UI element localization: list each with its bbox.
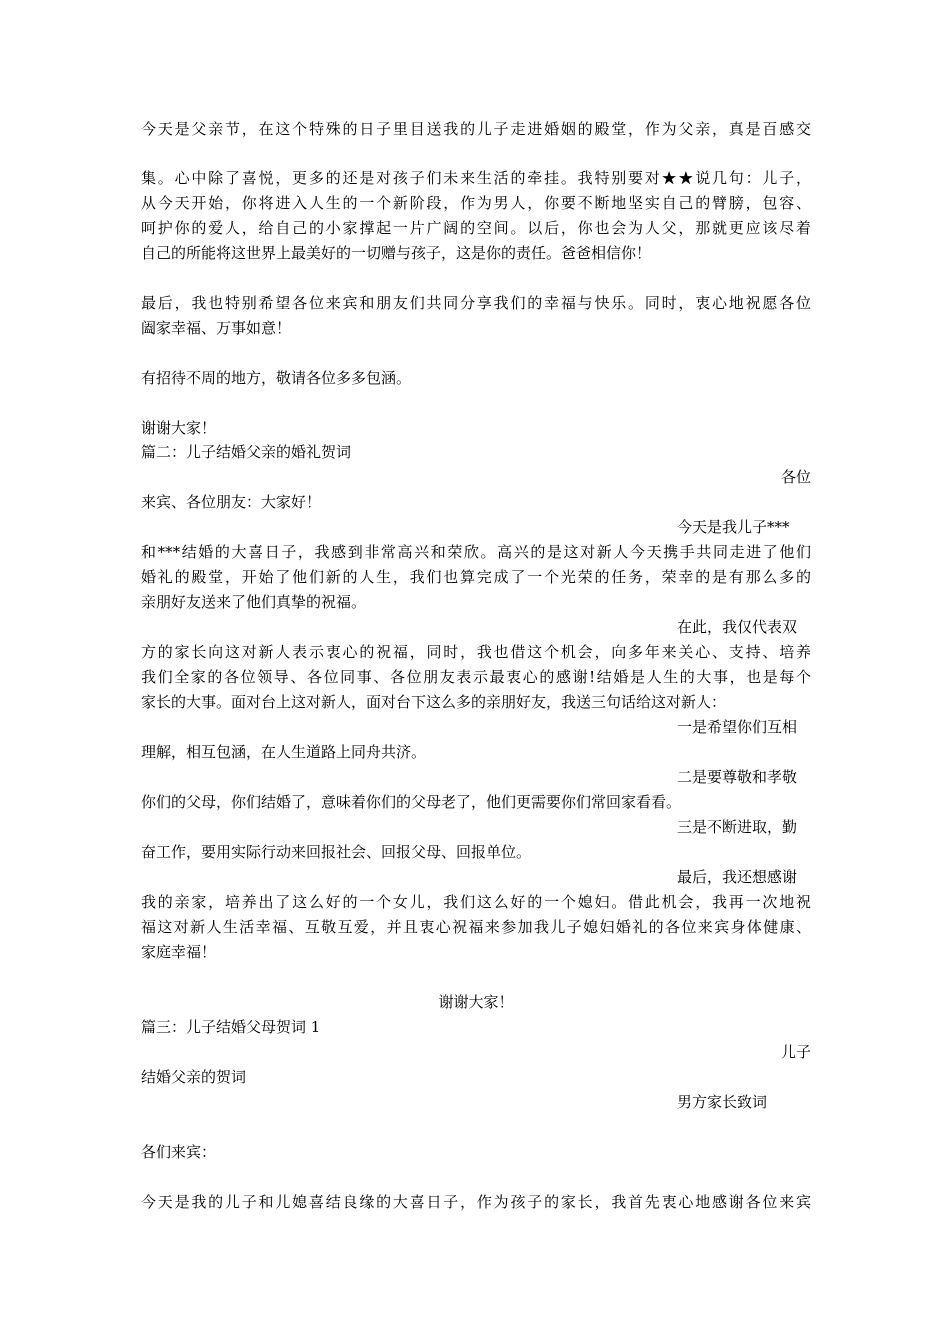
section-heading: 篇三：儿子结婚父母贺词 1 bbox=[141, 1018, 321, 1036]
text-line: 儿子 bbox=[780, 1043, 811, 1061]
text-line: 二是要尊敬和孝敬 bbox=[677, 768, 798, 786]
text-line: 奋工作，要用实际行动来回报社会、回报父母、回报单位。 bbox=[141, 843, 532, 861]
text-line: 今天是父亲节，在这个特殊的日子里目送我的儿子走进婚姻的殿堂，作为父亲，真是百感交 bbox=[141, 120, 811, 138]
text-line: 最后，我还想感谢 bbox=[677, 868, 798, 886]
text-line: 一是希望你们互相 bbox=[677, 718, 798, 736]
text-line: 和***结婚的大喜日子，我感到非常高兴和荣欣。高兴的是这对新人今天携手共同走进了他们 bbox=[141, 543, 811, 561]
text-line: 亲朋好友送来了他们真挚的祝福。 bbox=[141, 593, 367, 611]
text-line: 最后，我也特别希望各位来宾和朋友们共同分享我们的幸福与快乐。同时，衷心地祝愿各位 bbox=[141, 294, 811, 312]
text-line: 婚礼的殿堂，开始了他们新的人生，我们也算完成了一个光荣的任务，荣幸的是有那么多的 bbox=[141, 568, 811, 586]
text-line: 阖家幸福、万事如意！ bbox=[141, 319, 292, 337]
text-line: 自己的所能将这世界上最美好的一切赠与孩子，这是你的责任。爸爸相信你！ bbox=[141, 244, 652, 262]
text-line: 家长的大事。面对台上这对新人，面对台下这么多的亲朋好友，我送三句话给这对新人： bbox=[141, 693, 727, 711]
text-line: 方的家长向这对新人表示衷心的祝福，同时，我也借这个机会，向多年来关心、支持、培养 bbox=[141, 643, 811, 661]
text-line: 来宾、各位朋友：大家好！ bbox=[141, 493, 322, 511]
text-line: 福这对新人生活幸福、互敬互爱，并且衷心祝福来参加我儿子媳妇婚礼的各位来宾身体健康、 bbox=[141, 918, 811, 936]
text-line: 在此，我仅代表双 bbox=[677, 618, 798, 636]
text-line: 家庭幸福！ bbox=[141, 943, 217, 961]
text-line: 我们全家的各位领导、各位同事、各位朋友表示最衷心的感谢!结婚是人生的大事，也是每个 bbox=[141, 668, 811, 686]
text-line: 三是不断进取，勤 bbox=[677, 818, 798, 836]
text-line: 今天是我儿子*** bbox=[677, 518, 790, 536]
text-line: 各位 bbox=[780, 468, 811, 486]
text-line: 男方家长致词 bbox=[677, 1093, 768, 1111]
text-line: 呵护你的爱人，给自己的小家撑起一片广阔的空间。以后，你也会为人父，那就更应该尽着 bbox=[141, 219, 811, 237]
text-line: 从今天开始，你将进入人生的一个新阶段，作为男人，你要不断地坚实自己的臂膀，包容、 bbox=[141, 194, 811, 212]
text-line: 各们来宾： bbox=[141, 1143, 217, 1161]
text-line: 理解，相互包涵，在人生道路上同舟共济。 bbox=[141, 743, 427, 761]
text-line: 有招待不周的地方，敬请各位多多包涵。 bbox=[141, 369, 412, 387]
section-heading: 篇二：儿子结婚父亲的婚礼贺词 bbox=[141, 443, 352, 461]
text-line: 结婚父亲的贺词 bbox=[141, 1068, 247, 1086]
text-line: 谢谢大家！ bbox=[141, 419, 217, 437]
text-line: 谢谢大家！ bbox=[438, 993, 514, 1011]
text-line: 集。心中除了喜悦，更多的还是对孩子们未来生活的牵挂。我特别要对★★说几句：儿子， bbox=[141, 169, 811, 187]
text-line: 今天是我的儿子和儿媳喜结良缘的大喜日子，作为孩子的家长，我首先衷心地感谢各位来宾 bbox=[141, 1193, 811, 1211]
text-line: 你们的父母，你们结婚了，意味着你们的父母老了，他们更需要你们常回家看看。 bbox=[141, 793, 682, 811]
text-line: 我的亲家，培养出了这么好的一个女儿，我们这么好的一个媳妇。借此机会，我再一次地祝 bbox=[141, 893, 811, 911]
